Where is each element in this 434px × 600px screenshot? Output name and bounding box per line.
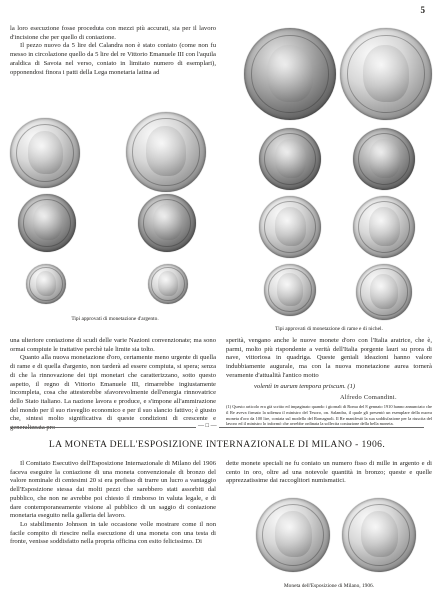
coin-image [353, 196, 415, 258]
paragraph: Il Comitato Esecutivo dell'Esposizione Internazionale di Milano del 1906 faceva eseguire la coniazione di una moneta convenzionale di bronzo del valore nominale di centesimi 20 si era prefisso di trarre un lucro a vantaggio dell'Esposizione stessa dai molti pezzi che sarebbero stati assorbiti dal pubblico, che non ne avrebbe poi chiesto il rimborso in valuta legale, e di dare contemporaneamente visione al pubblico di un saggio di coniazione monetaria eseguito nella galleria del lavoro. [10, 460, 216, 520]
paragraph: la loro esecuzione fosse proceduta con mezzi più accurati, sia per il lavoro d'incisione che per quello di coniazione. [10, 25, 216, 41]
footnote: (1) Questo articolo era già scritto ed impaginato quando i giornali di Roma del 8 gennaio 1910 hanno annunciato che il Re aveva firmato la udienza il ministro del Tesoro, on. Salandra, il quale gli presentò un esemplare della nuova moneta d'oro da 100 lire, coniata sul modello del Romagnoli. Il Re manifestò la sua soddisfazione per la riuscita del lavoro ed il ministro lo informò che avrebbe ordinata la sollecita coniazione della bella moneta. [226, 404, 432, 427]
paragraph: sperità, vengano anche le nuove monete d'oro con l'Italia aratrice, che è, parmi, molto più rispondente a verità dell'Italia porgente lauri su prora di nave, vittoriosa in quadriga. Queste geniali ideazioni hanno valore indubbiamente augurale, ma con la nuova monetazione aurea tornerà veramente d'attualità l'antico motto [226, 337, 432, 379]
coin-image [259, 196, 321, 258]
coin-image [342, 498, 416, 572]
coin-image [138, 194, 196, 252]
coin-image [126, 112, 206, 192]
coin-image [256, 498, 330, 572]
coin-image [18, 194, 76, 252]
separator-mark: — □ — [198, 423, 217, 429]
coin-image [356, 264, 412, 320]
caption-copper-nickel: Tipi approvati di monetazione di rame e di nichel. [275, 326, 383, 332]
bottom-right-text [226, 460, 432, 486]
section-title: LA MONETA DELL'ESPOSIZIONE INTERNAZIONALE DI MILANO - 1906. [48, 439, 386, 450]
page-number: 5 [420, 5, 425, 15]
bottom-left-text [10, 460, 216, 547]
coin-image [353, 128, 415, 190]
coin-image [148, 264, 188, 304]
coin-image [259, 128, 321, 190]
signature: Alfredo Comandini. [340, 394, 397, 401]
paragraph: Quanto alla nuova monetazione d'oro, certamente meno urgente di quella di rame e di quella d'argento, non tarderà ad essere compiuta, si spera; senza di che la rinnovazione dei tipi monetari che caratterizzano, sotto questo aspetto, il regno di Vittorio Emanuele III, rimarrebbe ingiustamente incompleta, cosa che attesterebbe sfavorevolmente dell'energia rinnovatrice dello Stato italiano. La nazione lavora e produce, e s'impone all'ammirazione del mondo per il suo risveglio economico e per il suo slancio fattivo; è giusto che, sintesi molto significativa di queste condizioni di crescente e [10, 354, 216, 423]
coin-image [264, 264, 316, 316]
paragraph: dette monete speciali ne fu coniato un numero fisso di mille in argento e di cento in oro, oltre ad una notevole quantità in bronzo; queste e quelle apprezzatissime dai raccoglitori numismatici. [226, 460, 432, 485]
mid-right-text [226, 337, 432, 381]
caption-milan-coin: Moneta dell'Esposizione di Milano, 1906. [283, 583, 375, 589]
coin-image [26, 264, 66, 304]
paragraph: Lo stabilimento Johnson in tale occasione volle mostrare come il non facile compito di riescire nella esecuzione di una moneta con una testa di fronte, venisse soddisfatto nella propria officina con esito felicissimo. Di [10, 520, 216, 546]
paragraph: una ulteriore coniazione di scudi delle varie Nazioni convenzionate; ma sono ormai compiute le trattative perchè tale limite sia tolto. [10, 337, 216, 353]
motto: volentì in aurum tempora priscum. (1) [254, 383, 356, 390]
caption-silver: Tipi approvati di monetazione d'argento. [71, 316, 159, 322]
coin-image [10, 118, 80, 188]
coin-image [244, 28, 336, 120]
coin-image [340, 28, 432, 120]
mid-left-text [10, 337, 216, 433]
top-left-text [10, 25, 216, 77]
paragraph: Il pezzo nuovo da 5 lire del Calandra non è stato coniato (come non fu messo in circolazione quello da 5 lire del re Vittorio Emanuele III con l'aquila araldica di Savoia nel verso, coniato in limitato numero di esemplari), opponendosi finora i patti della Lega monetaria latina ad [10, 42, 216, 76]
